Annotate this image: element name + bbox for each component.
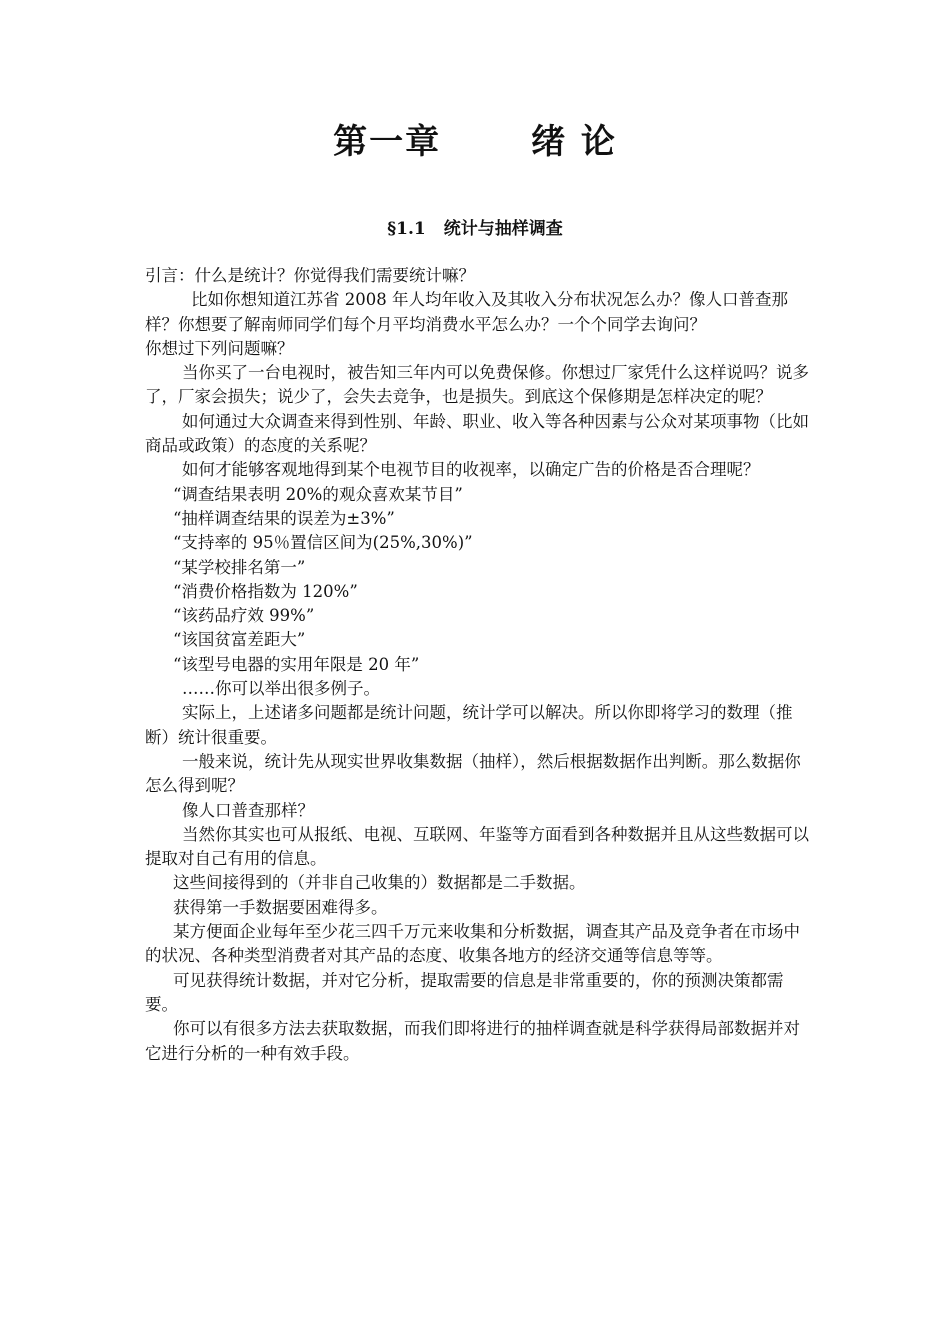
quote-line: “某学校排名第一” [173, 557, 306, 577]
paragraph: 当你买了一台电视时，被告知三年内可以免费保修。你想过厂家凭什么这样说吗？说多了，厂家会损失；说少了，会失去竞争，也是损失。到底这个保修期是怎样决定的呢？ [145, 363, 809, 407]
quote-line: “该型号电器的实用年限是 20 年” [173, 654, 420, 674]
paragraph: 实际上，上述诸多问题都是统计问题，统计学可以解决。所以你即将学习的数理（推断）统计很重要。 [145, 703, 793, 747]
paragraph: 当然你其实也可从报纸、电视、互联网、年鉴等方面看到各种数据并且从这些数据可以提取对自己有用的信息。 [145, 824, 809, 869]
quote-line: “抽样调查结果的误差为±3%” [173, 508, 395, 528]
section-number: §1.1 [387, 219, 426, 239]
paragraph: 如何通过大众调查来得到性别、年龄、职业、收入等各种因素与公众对某项事物（比如商品或政策）的态度的关系呢？ [145, 411, 809, 456]
paragraph: 你想过下列问题嘛？ [145, 338, 294, 358]
paragraph: 这些间接得到的（并非自己收集的）数据都是二手数据。 [173, 873, 586, 893]
paragraph: ……你可以举出很多例子。 [182, 679, 380, 699]
paragraph: 你可以有很多方法去获取数据，而我们即将进行的抽样调查就是科学获得局部数据并对它进行分析的一种有效手段。 [145, 1019, 800, 1063]
quote-line: “消费价格指数为 120%” [173, 581, 358, 601]
paragraph: 如何才能够客观地得到某个电视节目的收视率，以确定广告的价格是否合理呢？ [182, 460, 760, 480]
paragraph: 比如你想知道江苏省 2008 年人均年收入及其收入分布状况怎么办？像人口普查那样？你想要了解南师同学们每个月平均消费水平怎么办？一个个同学去询问？ [145, 290, 788, 334]
quote-line: “该药品疗效 99%” [173, 606, 315, 626]
body-text [145, 264, 810, 1066]
paragraph: 获得第一手数据要困难得多。 [173, 897, 388, 917]
paragraph: 可见获得统计数据，并对它分析，提取需要的信息是非常重要的，你的预测决策都需要。 [145, 970, 784, 1014]
paragraph: 像人口普查那样？ [182, 800, 314, 820]
quote-line: “调查结果表明 20%的观众喜欢某节目” [173, 484, 463, 504]
paragraph: 一般来说，统计先从现实世界收集数据（抽样），然后根据数据作出判断。那么数据你怎么得到呢？ [145, 751, 801, 796]
quote-line: “支持率的 95％置信区间为(25%,30%)” [173, 533, 473, 553]
paragraph-intro: 引言：什么是统计？你觉得我们需要统计嘛？ [145, 266, 475, 285]
chapter-number: 第一章 [333, 122, 442, 162]
paragraph: 某方便面企业每年至少花三四千万元来收集和分析数据，调查其产品及竞争者在市场中的状况、各种类型消费者对其产品的态度、收集各地方的经济交通等信息等等。 [145, 922, 800, 966]
chapter-title [0, 118, 950, 166]
section-title [0, 216, 950, 242]
section-name: 统计与抽样调查 [443, 219, 563, 239]
quote-line: “该国贫富差距大” [173, 630, 306, 650]
chapter-name: 绪 论 [531, 122, 617, 162]
